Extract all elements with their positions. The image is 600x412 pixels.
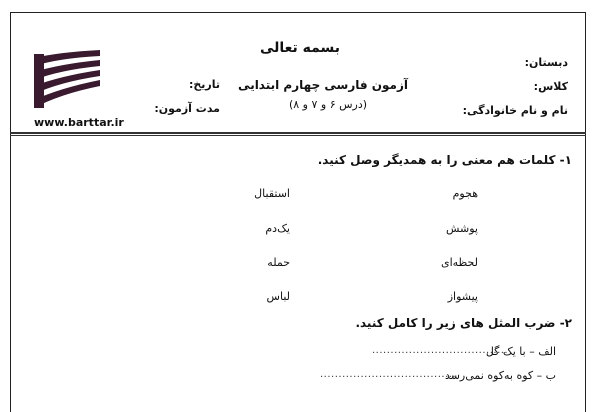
exam-subtitle: (درس ۶ و ۷ و ۸) [288,98,368,111]
q1-right-word: پوشش [446,222,478,235]
q1-right-word: هجوم [452,187,478,200]
question-2-title: ۲- ضرب المثل های زیر را کامل کنید. [355,316,572,330]
question-1-title: ۱- کلمات هم معنی را به همدیگر وصل کنید. [317,153,572,167]
exam-title: آزمون فارسی چهارم ابتدایی [238,78,408,92]
q1-left-word: یک‌دم [265,222,290,235]
school-label: دبستان: [524,56,568,69]
page-title: بسمه تعالی [259,40,341,56]
duration-label: مدت آزمون: [154,102,220,115]
q1-left-word: استقبال [254,187,290,200]
logo-url: www.barttar.ir [34,116,124,129]
name-label: نام و نام خانوادگی: [462,104,568,117]
q2-blank[interactable]: ..................................... [320,369,457,380]
q2-item: الف – با یک گل [485,345,556,358]
q1-right-word: لحظه‌ای [440,256,478,269]
date-label: تاریخ: [188,78,220,91]
header-divider [10,132,586,136]
q2-blank[interactable]: ..................................... [372,345,509,356]
q1-right-word: پیشواز [447,290,478,303]
q1-left-word: لباس [266,290,290,303]
q1-left-word: حمله [267,256,290,269]
class-label: کلاس: [533,80,568,93]
q2-item: ب – کوه به‌کوه نمی‌رسد [444,369,556,382]
